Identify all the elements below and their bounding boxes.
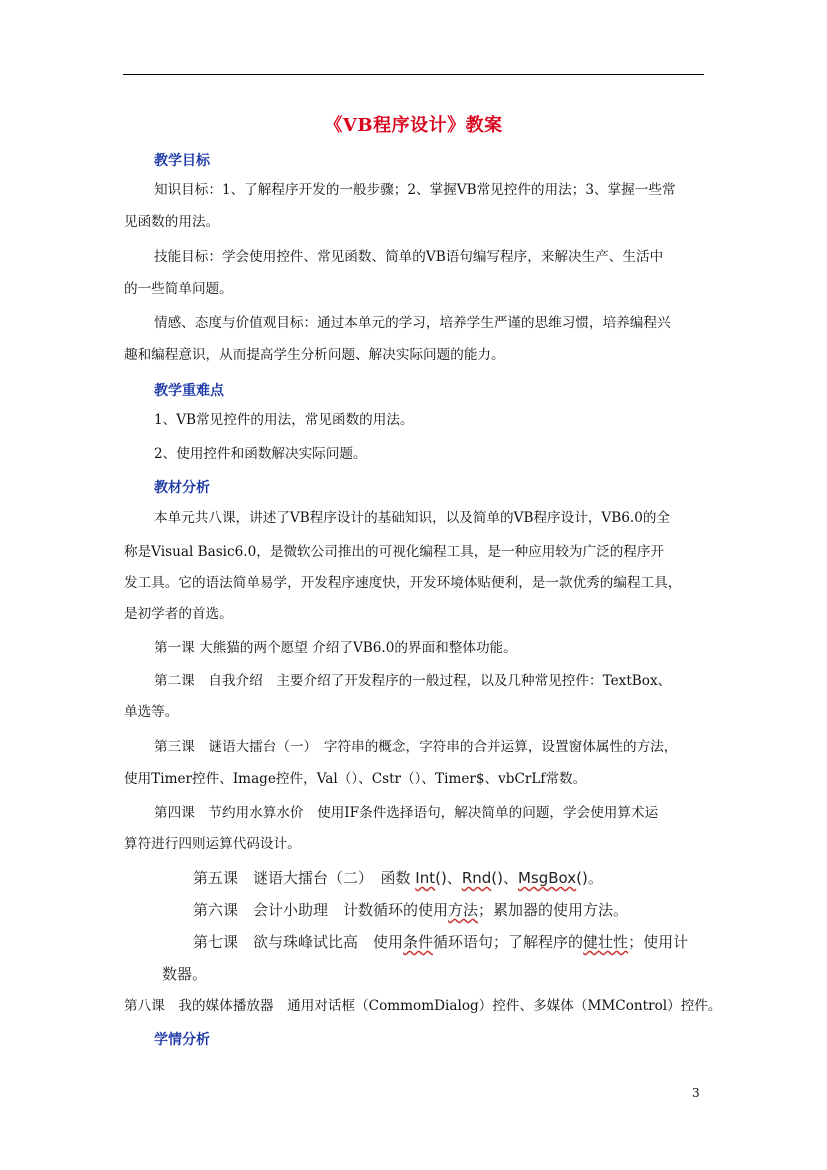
lesson-2-line2: 单选等。 <box>124 704 179 720</box>
heading-key-points: 教学重难点 <box>154 383 224 399</box>
lesson-4-line1: 第四课 节约用水算水价 使用IF条件选择语句，解决简单的问题，学会使用算术运 <box>154 805 659 821</box>
heading-teaching-goals: 教学目标 <box>154 153 210 169</box>
intro-line3: 发工具。它的语法简单易学，开发程序速度快，开发环境体贴便利，是一款优秀的编程工具， <box>124 575 682 591</box>
intro-line1: 本单元共八课，讲述了VB程序设计的基础知识，以及简单的VB程序设计，VB6.0的全 <box>154 510 671 526</box>
lesson-7-line2: 数器。 <box>162 965 208 983</box>
goal-knowledge-line2: 见函数的用法。 <box>124 214 220 230</box>
heading-student-analysis: 学情分析 <box>154 1032 210 1048</box>
header-rule <box>123 74 704 75</box>
lesson-3-line1: 第三课 谜语大擂台（一） 字符串的概念，字符串的合并运算，设置窗体属性的方法， <box>154 739 678 755</box>
lesson-3-line2: 使用Timer控件、Image控件，Val（）、Cstr（）、Timer$、vbCrLf常数。 <box>124 771 587 787</box>
lesson-5: 第五课 谜语大擂台（二） 函数 Int()、Rnd()、MsgBox()。 <box>193 869 603 887</box>
document-title: 《VB程序设计》教案 <box>324 115 503 136</box>
key-point-2: 2、使用控件和函数解决实际问题。 <box>154 446 367 462</box>
goal-skill-line1: 技能目标：学会使用控件、常见函数、简单的VB语句编写程序，来解决生产、生活中 <box>154 249 664 265</box>
key-point-1: 1、VB常见控件的用法，常见函数的用法。 <box>154 412 414 428</box>
intro-line2: 称是Visual Basic6.0，是微软公司推出的可视化编程工具，是一种应用较为广泛的程序开 <box>124 544 665 560</box>
lesson-7-line1: 第七课 欲与珠峰试比高 使用条件循环语句；了解程序的健壮性；使用计 <box>193 933 689 951</box>
lesson-8: 第八课 我的媒体播放器 通用对话框（CommomDialog）控件、多媒体（MMControl）控件。 <box>124 998 722 1014</box>
goal-skill-line2: 的一些简单问题。 <box>124 281 233 297</box>
goal-emotion-line1: 情感、态度与价值观目标：通过本单元的学习，培养学生严谨的思维习惯，培养编程兴 <box>154 315 671 331</box>
goal-knowledge-line1: 知识目标：1、了解程序开发的一般步骤；2、掌握VB常见控件的用法；3、掌握一些常 <box>154 182 676 198</box>
intro-line4: 是初学者的首选。 <box>124 606 233 622</box>
lesson-1: 第一课 大熊猫的两个愿望 介绍了VB6.0的界面和整体功能。 <box>154 640 517 656</box>
lesson-6: 第六课 会计小助理 计数循环的使用方法；累加器的使用方法。 <box>193 901 629 919</box>
lesson-4-line2: 算符进行四则运算代码设计。 <box>124 836 301 852</box>
lesson-2-line1: 第二课 自我介绍 主要介绍了开发程序的一般过程，以及几种常见控件：TextBox、 <box>154 673 672 689</box>
goal-emotion-line2: 趣和编程意识，从而提高学生分析问题、解决实际问题的能力。 <box>124 347 505 363</box>
heading-material-analysis: 教材分析 <box>154 480 210 496</box>
page-number: 3 <box>692 1086 700 1100</box>
